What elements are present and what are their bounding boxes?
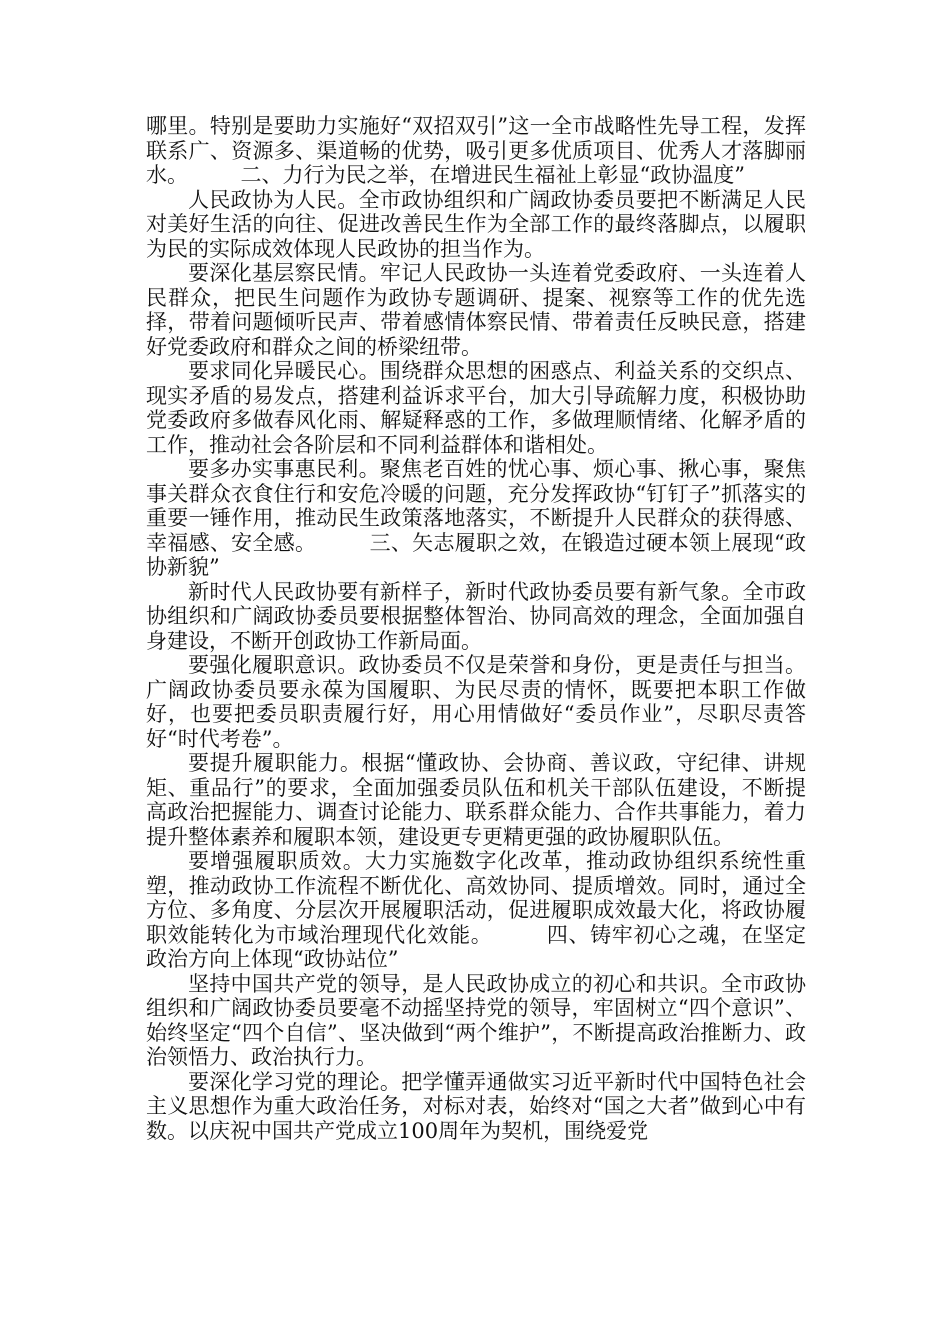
paragraph-9: 要增强履职质效。大力实施数字化改革，推动政协组织系统性重塑，推动政协工作流程不断优化、高效协同、提质增效。同时，通过全方位、多角度、分层次开展履职活动，促进履职成效最大化，将政协履职效能转化为市域治理现代化效能。 四、铸牢初心之魂，在坚定政治方向上体现“政协站位” xyxy=(146,849,806,971)
paragraph-8: 要提升履职能力。根据“懂政协、会协商、善议政，守纪律、讲规矩、重品行”的要求，全面加强委员队伍和机关干部队伍建设，不断提高政治把握能力、调查讨论能力、联系群众能力、合作共事能力，着力提升整体素养和履职本领，建设更专更精更强的政协履职队伍。 xyxy=(146,751,806,849)
paragraph-1: 哪里。特别是要助力实施好“双招双引”这一全市战略性先导工程，发挥联系广、资源多、渠道畅的优势，吸引更多优质项目、优秀人才落脚丽水。 二、力行为民之举，在增进民生福祉上彰显“政协温度” xyxy=(146,114,806,187)
paragraph-10: 坚持中国共产党的领导，是人民政协成立的初心和共识。全市政协组织和广阔政协委员要毫不动摇坚持党的领导，牢固树立“四个意识”、始终坚定“四个自信”、坚决做到“两个维护”，不断提高政治推断力、政治领悟力、政治执行力。 xyxy=(146,971,806,1069)
paragraph-3: 要深化基层察民情。牢记人民政协一头连着党委政府、一头连着人民群众，把民生问题作为政协专题调研、提案、视察等工作的优先选择，带着问题倾听民声、带着感情体察民情、带着责任反映民意，搭建好党委政府和群众之间的桥梁纽带。 xyxy=(146,261,806,359)
paragraph-5: 要多办实事惠民利。聚焦老百姓的忧心事、烦心事、揪心事，聚焦事关群众衣食住行和安危冷暖的问题，充分发挥政协“钉钉子”抓落实的重要一锤作用，推动民生政策落地落实，不断提升人民群众的获得感、幸福感、安全感。 三、矢志履职之效，在锻造过硬本领上展现“政协新貌” xyxy=(146,457,806,579)
paragraph-2: 人民政协为人民。全市政协组织和广阔政协委员要把不断满足人民对美好生活的向往、促进改善民生作为全部工作的最终落脚点，以履职为民的实际成效体现人民政协的担当作为。 xyxy=(146,187,806,261)
paragraph-4: 要求同化异暖民心。围绕群众思想的困惑点、利益关系的交织点、现实矛盾的易发点，搭建利益诉求平台，加大引导疏解力度，积极协助党委政府多做春风化雨、解疑释惑的工作，多做理顺情绪、化解矛盾的工作，推动社会各阶层和不同利益群体和谐相处。 xyxy=(146,359,806,457)
paragraph-11: 要深化学习党的理论。把学懂弄通做实习近平新时代中国特色社会主义思想作为重大政治任务，对标对表，始终对“国之大者”做到心中有数。以庆祝中国共产党成立100周年为契机，围绕爱党 xyxy=(146,1069,806,1143)
paragraph-6: 新时代人民政协要有新样子，新时代政协委员要有新气象。全市政协组织和广阔政协委员要根据整体智治、协同高效的理念，全面加强自身建设，不断开创政协工作新局面。 xyxy=(146,579,806,653)
paragraph-7: 要强化履职意识。政协委员不仅是荣誉和身份，更是责任与担当。广阔政协委员要永葆为国履职、为民尽责的情怀，既要把本职工作做好，也要把委员职责履行好，用心用情做好“委员作业”，尽职尽责答好“时代考卷”。 xyxy=(146,653,806,751)
document-body xyxy=(146,114,806,1143)
